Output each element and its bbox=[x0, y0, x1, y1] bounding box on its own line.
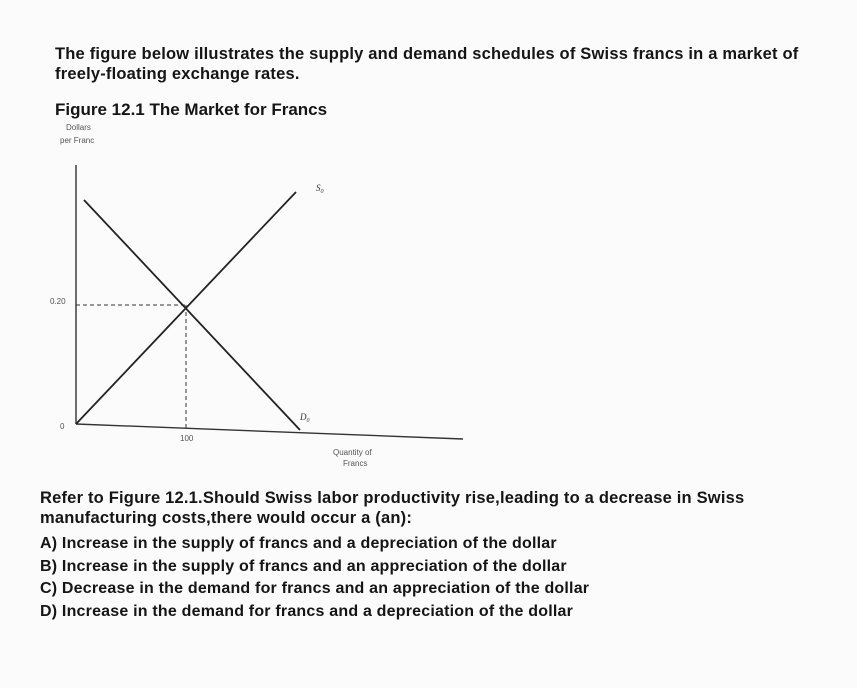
x-axis-label-line2: Francs bbox=[343, 459, 368, 468]
option-c[interactable]: C) Decrease in the demand for francs and an appreciation of the dollar bbox=[40, 580, 590, 597]
x-axis bbox=[76, 424, 463, 439]
origin-label: 0 bbox=[60, 422, 65, 431]
option-b[interactable]: B) Increase in the supply of francs and an appreciation of the dollar bbox=[40, 557, 567, 575]
y-axis-label-line1: Dollars bbox=[66, 123, 91, 132]
demand-curve-d0 bbox=[84, 200, 300, 430]
supply-curve-label: $S_0$ bbox=[316, 183, 324, 195]
option-d[interactable]: D) Increase in the demand for francs and a depreciation of the dollar bbox=[40, 602, 574, 620]
question-text: Refer to Figure 12.1.Should Swiss labor productivity rise,leading to a decrease in Swiss manufacturing costs,there would occur a (an): bbox=[40, 489, 745, 527]
figure-title: Figure 12.1 The Market for Francs bbox=[55, 100, 328, 119]
demand-curve-label: $D_0$ bbox=[300, 412, 310, 424]
x-axis-label-line1: Quantity of bbox=[333, 448, 372, 457]
y-axis-label-line2: per Franc bbox=[60, 136, 95, 145]
answer-options bbox=[40, 533, 840, 623]
x-tick-label: 100 bbox=[180, 434, 194, 443]
option-a[interactable]: A) Increase in the supply of francs and a depreciation of the dollar bbox=[40, 535, 557, 552]
y-tick-label: 0.20 bbox=[50, 297, 66, 306]
intro-text: The figure below illustrates the supply and demand schedules of Swiss francs in a market of freely-floating exchange rates. bbox=[55, 45, 799, 83]
